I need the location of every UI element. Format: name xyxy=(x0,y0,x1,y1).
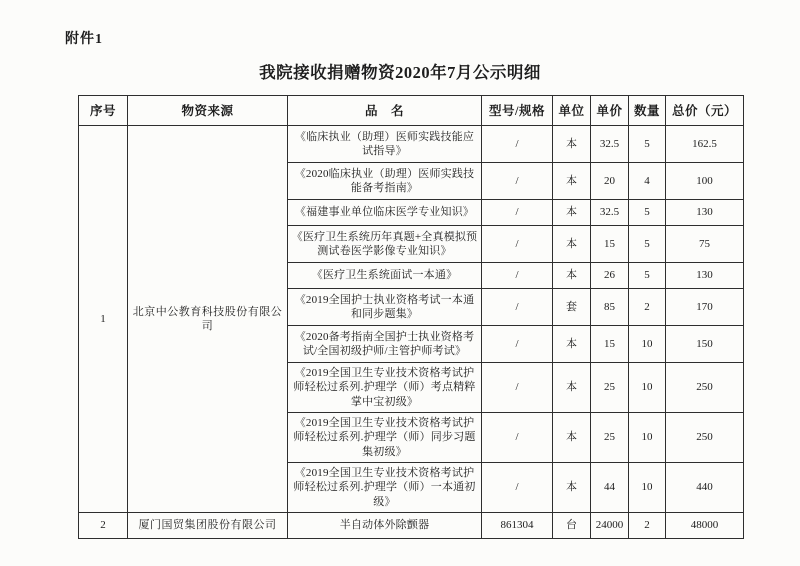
cell-name: 《2019全国卫生专业技术资格考试护师轻松过系列.护理学（师）一本通初级》 xyxy=(288,463,482,513)
cell-unit: 本 xyxy=(553,326,591,363)
cell-qty: 5 xyxy=(629,226,666,263)
column-header-5: 单价 xyxy=(591,96,629,126)
cell-qty: 4 xyxy=(629,163,666,200)
cell-unit: 台 xyxy=(553,513,591,539)
cell-price: 24000 xyxy=(591,513,629,539)
column-header-4: 单位 xyxy=(553,96,591,126)
cell-model: 861304 xyxy=(482,513,553,539)
cell-qty: 5 xyxy=(629,263,666,289)
cell-qty: 10 xyxy=(629,463,666,513)
cell-model: / xyxy=(482,413,553,463)
cell-total: 130 xyxy=(666,263,744,289)
table-header-row xyxy=(79,96,744,126)
cell-price: 32.5 xyxy=(591,126,629,163)
cell-total: 250 xyxy=(666,413,744,463)
column-header-7: 总价（元） xyxy=(666,96,744,126)
cell-unit: 本 xyxy=(553,363,591,413)
cell-unit: 本 xyxy=(553,463,591,513)
cell-serial-number: 1 xyxy=(79,126,128,513)
cell-total: 440 xyxy=(666,463,744,513)
cell-qty: 10 xyxy=(629,363,666,413)
cell-total: 100 xyxy=(666,163,744,200)
column-header-1: 物资来源 xyxy=(128,96,288,126)
page-title: 我院接收捐赠物资2020年7月公示明细 xyxy=(259,63,541,82)
cell-name: 半自动体外除颤器 xyxy=(288,513,482,539)
cell-name: 《临床执业（助理）医师实践技能应试指导》 xyxy=(288,126,482,163)
cell-qty: 5 xyxy=(629,200,666,226)
table-row xyxy=(79,126,744,163)
cell-model: / xyxy=(482,363,553,413)
column-header-2: 品 名 xyxy=(288,96,482,126)
column-header-3: 型号/规格 xyxy=(482,96,553,126)
cell-unit: 本 xyxy=(553,263,591,289)
cell-model: / xyxy=(482,289,553,326)
cell-price: 44 xyxy=(591,463,629,513)
cell-total: 250 xyxy=(666,363,744,413)
cell-material-source: 厦门国贸集团股份有限公司 xyxy=(128,513,288,539)
cell-price: 25 xyxy=(591,363,629,413)
cell-qty: 10 xyxy=(629,413,666,463)
donation-table xyxy=(78,95,744,539)
cell-name: 《2019全国护士执业资格考试一本通和同步题集》 xyxy=(288,289,482,326)
cell-unit: 本 xyxy=(553,200,591,226)
cell-name: 《2020临床执业（助理）医师实践技能备考指南》 xyxy=(288,163,482,200)
cell-total: 130 xyxy=(666,200,744,226)
attachment-label: 附件1 xyxy=(65,32,103,47)
cell-total: 48000 xyxy=(666,513,744,539)
cell-model: / xyxy=(482,263,553,289)
cell-price: 15 xyxy=(591,226,629,263)
cell-total: 75 xyxy=(666,226,744,263)
cell-unit: 本 xyxy=(553,226,591,263)
cell-model: / xyxy=(482,200,553,226)
cell-price: 26 xyxy=(591,263,629,289)
cell-total: 150 xyxy=(666,326,744,363)
cell-name: 《2019全国卫生专业技术资格考试护师轻松过系列.护理学（师）考点精粹掌中宝初级》 xyxy=(288,363,482,413)
cell-price: 15 xyxy=(591,326,629,363)
cell-total: 170 xyxy=(666,289,744,326)
cell-material-source: 北京中公教育科技股份有限公司 xyxy=(128,126,288,513)
cell-model: / xyxy=(482,326,553,363)
cell-name: 《医疗卫生系统历年真题+全真模拟预测试卷医学影像专业知识》 xyxy=(288,226,482,263)
column-header-6: 数量 xyxy=(629,96,666,126)
cell-model: / xyxy=(482,126,553,163)
column-header-0: 序号 xyxy=(79,96,128,126)
cell-model: / xyxy=(482,163,553,200)
cell-price: 32.5 xyxy=(591,200,629,226)
cell-unit: 套 xyxy=(553,289,591,326)
cell-unit: 本 xyxy=(553,413,591,463)
cell-price: 85 xyxy=(591,289,629,326)
cell-serial-number: 2 xyxy=(79,513,128,539)
cell-model: / xyxy=(482,463,553,513)
cell-qty: 2 xyxy=(629,289,666,326)
cell-name: 《2020备考指南全国护士执业资格考试/全国初级护师/主管护师考试》 xyxy=(288,326,482,363)
cell-unit: 本 xyxy=(553,163,591,200)
cell-price: 20 xyxy=(591,163,629,200)
cell-qty: 5 xyxy=(629,126,666,163)
cell-model: / xyxy=(482,226,553,263)
cell-name: 《福建事业单位临床医学专业知识》 xyxy=(288,200,482,226)
cell-qty: 2 xyxy=(629,513,666,539)
cell-name: 《医疗卫生系统面试一本通》 xyxy=(288,263,482,289)
cell-name: 《2019全国卫生专业技术资格考试护师轻松过系列.护理学（师）同步习题集初级》 xyxy=(288,413,482,463)
table-row xyxy=(79,513,744,539)
cell-total: 162.5 xyxy=(666,126,744,163)
cell-qty: 10 xyxy=(629,326,666,363)
cell-price: 25 xyxy=(591,413,629,463)
cell-unit: 本 xyxy=(553,126,591,163)
